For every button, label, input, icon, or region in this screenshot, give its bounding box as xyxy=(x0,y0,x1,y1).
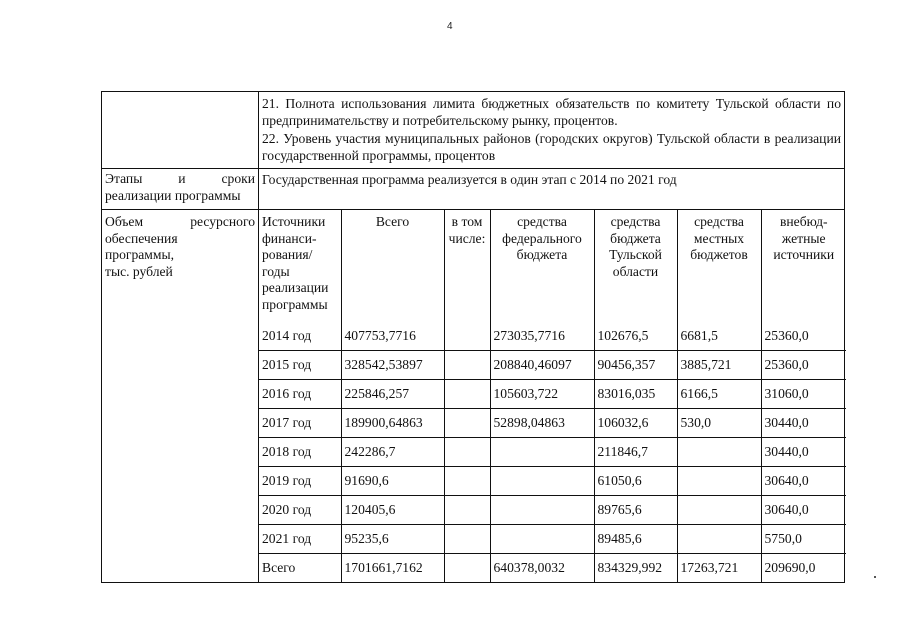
budget-cell-local: 6681,5 xyxy=(677,322,761,351)
budget-header-row xyxy=(259,210,846,322)
budget-row xyxy=(259,496,846,525)
budget-cell-extra: 25360,0 xyxy=(761,322,846,351)
budget-cell-federal xyxy=(490,496,594,525)
budget-row xyxy=(259,438,846,467)
budget-cell-total: 328542,53897 xyxy=(341,351,444,380)
header-sources: Источники финанси- рования/ годы реализации программы xyxy=(259,210,341,322)
budget-row xyxy=(259,554,846,583)
resources-label-cell xyxy=(102,210,259,583)
budget-cell-local: 530,0 xyxy=(677,409,761,438)
budget-cell-including xyxy=(444,467,490,496)
stages-label-line-1: Этапы и сроки xyxy=(105,171,255,186)
stages-label-line-2: реализации программы xyxy=(105,187,241,203)
stages-label-cell xyxy=(102,169,259,210)
budget-row xyxy=(259,525,846,554)
budget-cell-including xyxy=(444,380,490,409)
budget-cell-federal: 273035,7716 xyxy=(490,322,594,351)
budget-cell-regional: 106032,6 xyxy=(594,409,677,438)
budget-cell-including xyxy=(444,554,490,583)
stages-text: Государственная программа реализуется в один этап с 2014 по 2021 год xyxy=(262,172,677,187)
budget-row xyxy=(259,467,846,496)
budget-cell-local xyxy=(677,467,761,496)
budget-cell-extra: 30640,0 xyxy=(761,496,846,525)
budget-cell-local xyxy=(677,496,761,525)
budget-cell-total: 242286,7 xyxy=(341,438,444,467)
budget-table xyxy=(259,210,846,582)
header-local: средства местных бюджетов xyxy=(677,210,761,322)
budget-cell-regional: 211846,7 xyxy=(594,438,677,467)
budget-cell-local: 3885,721 xyxy=(677,351,761,380)
budget-cell-year: 2020 год xyxy=(259,496,341,525)
budget-cell-total: 120405,6 xyxy=(341,496,444,525)
budget-cell-year: 2016 год xyxy=(259,380,341,409)
budget-cell-federal xyxy=(490,525,594,554)
stages-text-cell xyxy=(259,169,845,210)
budget-cell-total: 1701661,7162 xyxy=(341,554,444,583)
budget-cell-regional: 90456,357 xyxy=(594,351,677,380)
budget-cell-federal xyxy=(490,467,594,496)
header-total: Всего xyxy=(341,210,444,322)
budget-cell-year: 2015 год xyxy=(259,351,341,380)
budget-cell-total: 189900,64863 xyxy=(341,409,444,438)
budget-cell-total: 407753,7716 xyxy=(341,322,444,351)
indicator-21: 21. Полнота использования лимита бюджетных обязательств по комитету Тульской области по предпринимательству и потребительскому рынку, процентов. xyxy=(262,96,841,128)
budget-row xyxy=(259,380,846,409)
budget-cell-year: 2014 год xyxy=(259,322,341,351)
header-federal: средства федерального бюджета xyxy=(490,210,594,322)
budget-cell-local xyxy=(677,525,761,554)
header-regional: средства бюджета Тульской области xyxy=(594,210,677,322)
budget-cell-year: 2018 год xyxy=(259,438,341,467)
budget-cell-extra: 25360,0 xyxy=(761,351,846,380)
budget-cell-including xyxy=(444,351,490,380)
page-number: 4 xyxy=(447,21,453,32)
budget-cell-regional: 89485,6 xyxy=(594,525,677,554)
budget-cell-including xyxy=(444,496,490,525)
indicator-22: 22. Уровень участия муниципальных районов (городских округов) Тульской области в реализации государственной программы, процентов xyxy=(262,131,841,163)
budget-cell-extra: 30440,0 xyxy=(761,409,846,438)
indicators-label-cell xyxy=(102,92,259,169)
header-including: в том числе: xyxy=(444,210,490,322)
budget-cell-local: 17263,721 xyxy=(677,554,761,583)
budget-cell-extra: 30440,0 xyxy=(761,438,846,467)
budget-cell-year: 2021 год xyxy=(259,525,341,554)
budget-cell-including xyxy=(444,438,490,467)
resources-label-line-4: тыс. рублей xyxy=(105,263,173,279)
budget-cell-regional: 83016,035 xyxy=(594,380,677,409)
budget-cell-federal: 105603,722 xyxy=(490,380,594,409)
budget-cell-year: Всего xyxy=(259,554,341,583)
budget-cell-regional: 61050,6 xyxy=(594,467,677,496)
budget-cell-including xyxy=(444,525,490,554)
budget-cell-including xyxy=(444,322,490,351)
budget-cell-regional: 89765,6 xyxy=(594,496,677,525)
stages-row xyxy=(102,169,845,210)
budget-cell-including xyxy=(444,409,490,438)
resources-row xyxy=(102,210,845,583)
budget-cell-year: 2017 год xyxy=(259,409,341,438)
budget-cell-local xyxy=(677,438,761,467)
indicators-text-cell xyxy=(259,92,845,169)
budget-cell-extra: 30640,0 xyxy=(761,467,846,496)
resources-label-line-2: обеспечения xyxy=(105,230,178,246)
indicators-row xyxy=(102,92,845,169)
resources-label-line-1: Объем ресурсного xyxy=(105,214,255,229)
budget-table-cell xyxy=(259,210,845,583)
budget-cell-regional: 102676,5 xyxy=(594,322,677,351)
budget-cell-extra: 31060,0 xyxy=(761,380,846,409)
budget-cell-regional: 834329,992 xyxy=(594,554,677,583)
header-extra: внебюд- жетные источники xyxy=(761,210,846,322)
budget-row xyxy=(259,322,846,351)
budget-cell-year: 2019 год xyxy=(259,467,341,496)
budget-cell-federal: 640378,0032 xyxy=(490,554,594,583)
budget-cell-federal: 208840,46097 xyxy=(490,351,594,380)
program-passport-table xyxy=(101,91,845,583)
budget-cell-extra: 5750,0 xyxy=(761,525,846,554)
resources-label-line-3: программы, xyxy=(105,247,175,262)
budget-row xyxy=(259,409,846,438)
budget-cell-total: 225846,257 xyxy=(341,380,444,409)
budget-cell-federal xyxy=(490,438,594,467)
budget-row xyxy=(259,351,846,380)
budget-cell-local: 6166,5 xyxy=(677,380,761,409)
budget-cell-extra: 209690,0 xyxy=(761,554,846,583)
budget-cell-federal: 52898,04863 xyxy=(490,409,594,438)
scan-speck xyxy=(874,576,876,578)
budget-cell-total: 95235,6 xyxy=(341,525,444,554)
budget-cell-total: 91690,6 xyxy=(341,467,444,496)
